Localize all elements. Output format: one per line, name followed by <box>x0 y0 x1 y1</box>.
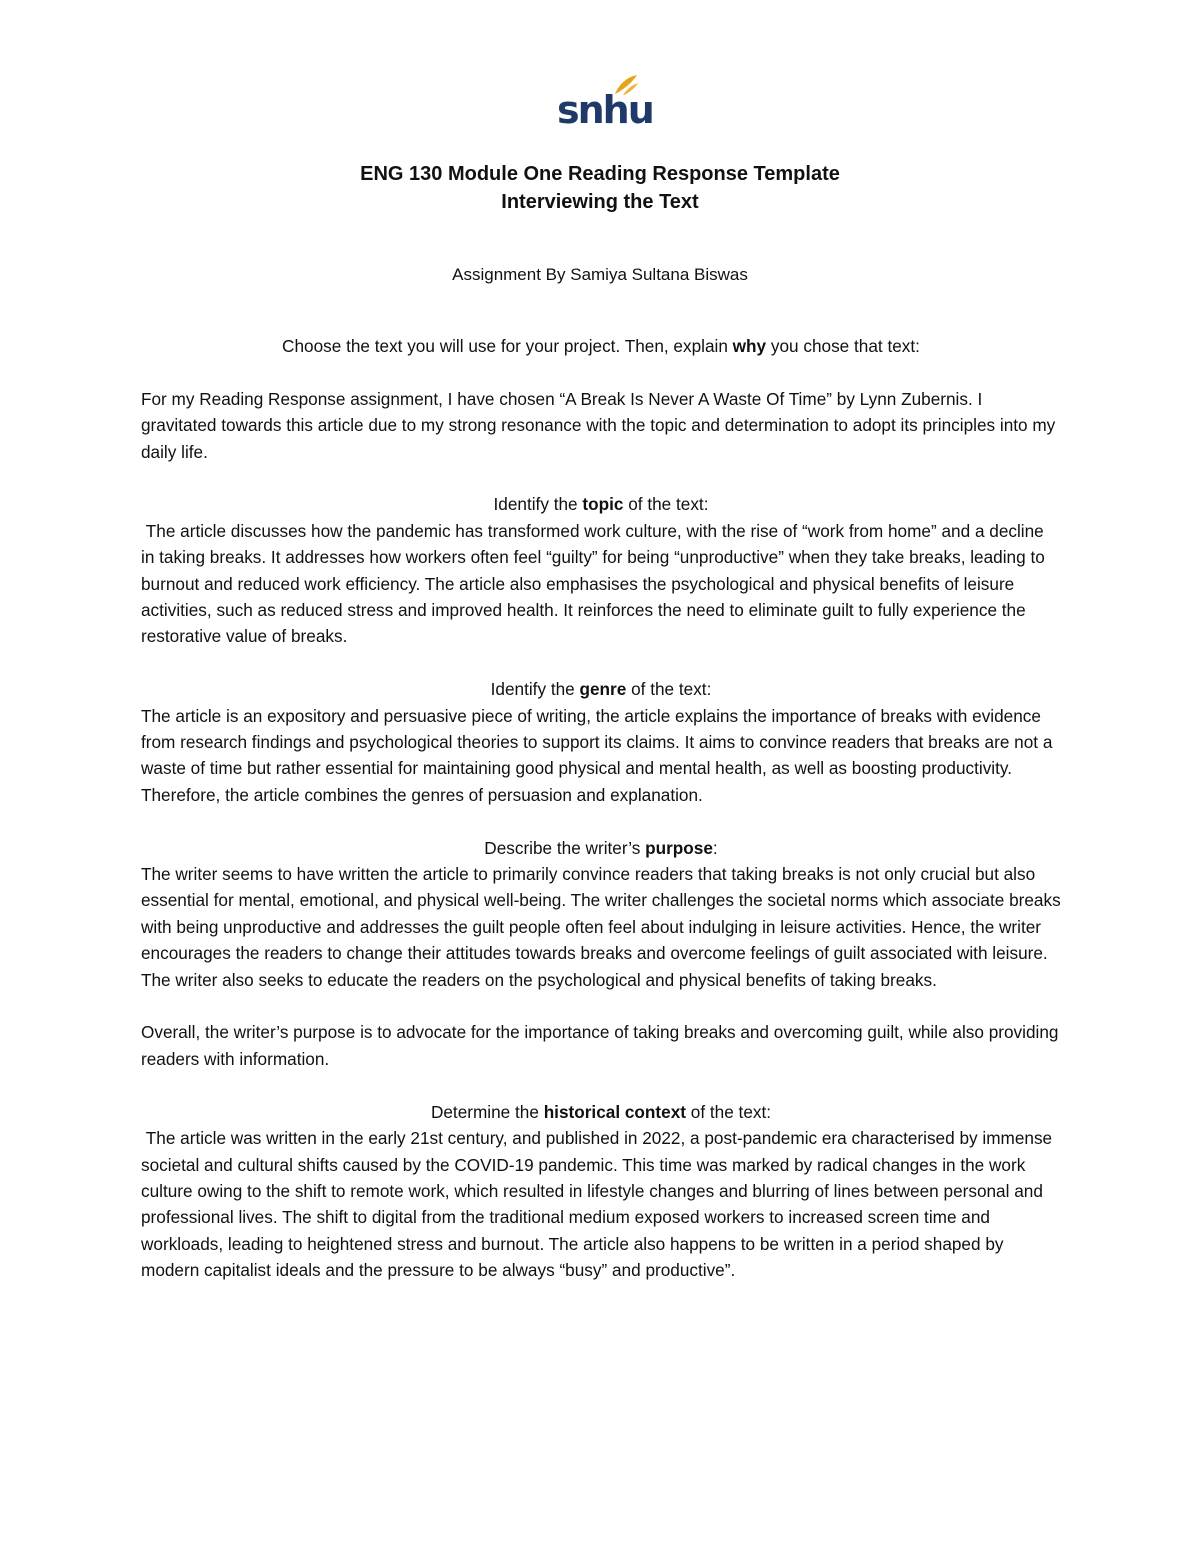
prompt-keyword: why <box>732 336 767 356</box>
prompt-text: Identify the <box>490 679 580 700</box>
answer-historical-context: The article was written in the early 21st century, and published in 2022, a post-pandemic era characterised by immense societal and cultural shifts caused by the COVID-19 pandemic. This time was marked by radical changes in the work culture owing to the shift to remote work, which resulted in lifestyle changes and blurring of lines between personal and professional lives. The shift to digital from the traditional medium exposed workers to increased screen time and workloads, leading to heightened stress and burnout. The article also happens to be written in a period shaped by modern capitalist ideals and the pressure to be always “busy” and productive”. <box>141 1128 1057 1281</box>
prompt-keyword: genre <box>579 679 627 700</box>
prompt-text: Describe the writer’s <box>484 837 646 858</box>
document-body <box>141 333 1061 1284</box>
prompt-keyword: topic <box>582 494 624 515</box>
prompt-text: Identify the <box>493 494 583 515</box>
prompt-historical-context <box>141 1099 1061 1125</box>
author-line: Assignment By Samiya Sultana Biswas <box>452 265 748 284</box>
prompt-text: you chose that text: <box>766 336 920 356</box>
prompt-keyword: purpose <box>645 837 713 858</box>
prompt-why <box>141 333 1061 359</box>
prompt-text: Choose the text you will use for your project. Then, explain <box>282 336 733 356</box>
document-subtitle: Interviewing the Text <box>501 191 699 213</box>
snhu-logo <box>553 74 653 134</box>
prompt-text: of the text: <box>686 1101 772 1122</box>
answer-purpose: The writer seems to have written the article to primarily convince readers that taking breaks is not only crucial but also essential for mental, emotional, and physical well-being. The writer challenges the societal norms which associate breaks with being unproductive and addresses the guilt people often feel about indulging in leisure activities. Hence, the writer encourages the readers to change their attitudes towards breaks and overcome feelings of guilt associated with leisure. <box>141 864 1061 964</box>
document-title: ENG 130 Module One Reading Response Template <box>360 163 840 185</box>
prompt-topic <box>141 491 1061 517</box>
answer-why: For my Reading Response assignment, I have chosen “A Break Is Never A Waste Of Time” by Lynn Zubernis. I gravitated towards this article due to my strong resonance with the topic and determination to adopt its principles into my daily life. <box>141 388 1056 462</box>
prompt-text: Determine the <box>430 1101 544 1122</box>
prompt-text: of the text: <box>626 679 712 700</box>
answer-purpose-2: The writer also seeks to educate the readers on the psychological and physical benefits of taking breaks. <box>141 969 937 990</box>
logo-wordmark: snhu <box>557 88 653 132</box>
prompt-genre <box>141 676 1061 702</box>
document-header <box>0 160 1200 216</box>
prompt-purpose <box>141 835 1061 861</box>
prompt-text: of the text: <box>623 494 709 515</box>
answer-genre: The article is an expository and persuasive piece of writing, the article explains the importance of breaks with evidence from research findings and psychological theories to support its claims. It aims to convince readers that breaks are not a waste of time but rather essential for maintaining good physical and mental health, as well as boosting productivity. Therefore, the article combines the genres of persuasion and explanation. <box>141 705 1053 805</box>
answer-topic: The article discusses how the pandemic has transformed work culture, with the rise of “work from home” and a decline in taking breaks. It addresses how workers often feel “guilty” for being “unproductive” when they take breaks, leading to burnout and reduced work efficiency. The article also emphasises the psychological and physical benefits of leisure activities, such as reduced stress and improved health. It reinforces the need to eliminate guilt to fully experience the restorative value of breaks. <box>141 520 1050 647</box>
answer-purpose-3: Overall, the writer’s purpose is to advocate for the importance of taking breaks and overcoming guilt, while also providing readers with information. <box>141 1022 1059 1069</box>
prompt-keyword: historical context <box>543 1101 686 1122</box>
prompt-text: : <box>712 837 718 858</box>
